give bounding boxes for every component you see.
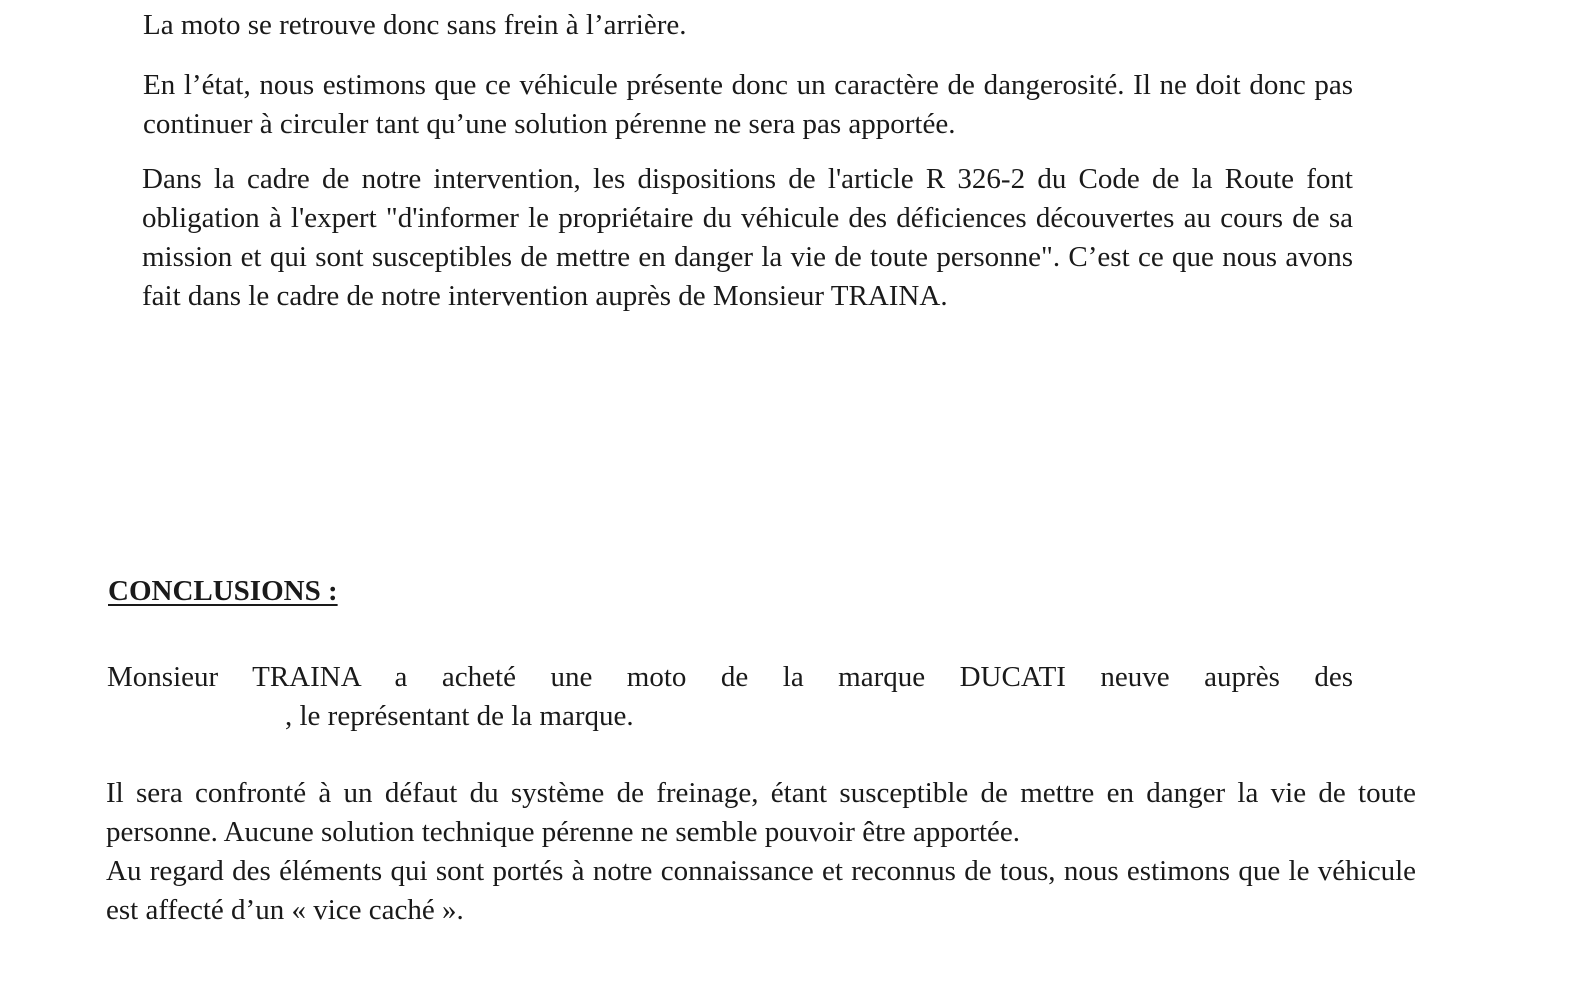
conclusion-purchase	[107, 658, 1353, 736]
conclusion-hidden-defect-text: Au regard des éléments qui sont portés à notre connaissance et reconnus de tous, nous estimons que le véhicule est affecté d’un « vice caché ».	[106, 855, 1416, 926]
paragraph-legal-obligation: Dans la cadre de notre intervention, les dispositions de l'article R 326-2 du Code de la Route font obligation à l'expert "d'informer le propriétaire du véhicule des déficiences découvertes au cours de sa mission et qui sont susceptibles de mettre en danger la vie de toute personne". C’est ce que nous avons fait dans le cadre de notre intervention auprès de Monsieur TRAINA.	[142, 163, 1353, 312]
conclusions-heading: CONCLUSIONS :	[108, 575, 338, 607]
conclusion-purchase-tail: , le représentant de la marque.	[285, 700, 634, 732]
conclusion-defect-text: Il sera confronté à un défaut du système de freinage, étant susceptible de mettre en danger la vie de toute personne. Aucune solution technique pérenne ne semble pouvoir être apportée.	[106, 777, 1416, 848]
conclusion-defect	[106, 774, 1416, 930]
redacted-dealer-name	[107, 705, 285, 725]
paragraph-brake-missing: La moto se retrouve donc sans frein à l’arrière.	[143, 9, 687, 41]
paragraph-danger-estimate: En l’état, nous estimons que ce véhicule présente donc un caractère de dangerosité. Il ne doit donc pas continuer à circuler tant qu’une solution pérenne ne sera pas apportée.	[143, 69, 1353, 140]
conclusion-purchase-line-2	[107, 697, 1353, 736]
conclusion-purchase-line-1: Monsieur TRAINA a acheté une moto de la marque DUCATI neuve auprès des	[107, 661, 1353, 693]
